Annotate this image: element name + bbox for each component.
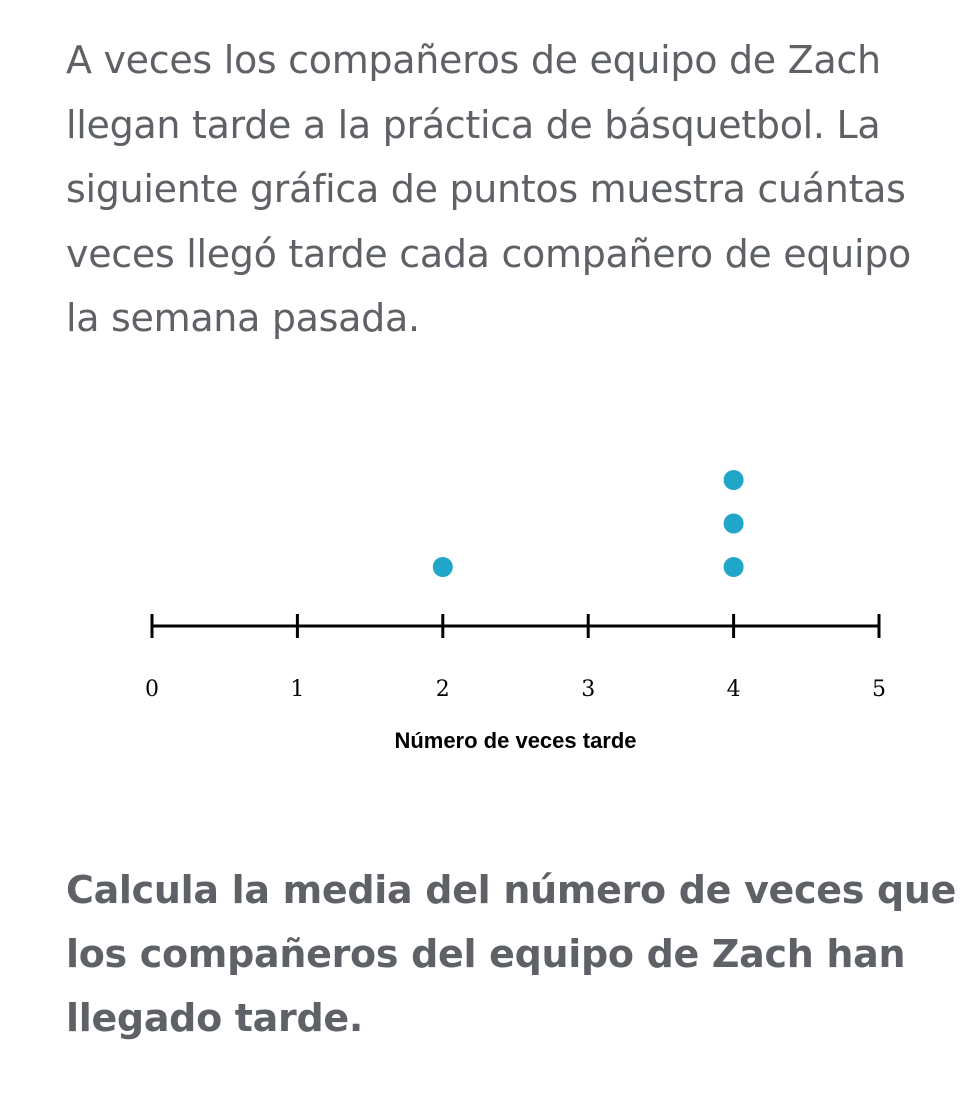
axis-tick-label: 5 bbox=[872, 677, 886, 702]
intro-line: la semana pasada. bbox=[66, 296, 420, 340]
intro-line: A veces los compañeros de equipo de Zach bbox=[66, 38, 881, 82]
data-dot bbox=[724, 557, 744, 577]
axis-tick-labels bbox=[145, 677, 886, 702]
x-axis-label: Número de veces tarde bbox=[394, 728, 637, 753]
intro-line: veces llegó tarde cada compañero de equipo bbox=[66, 231, 911, 276]
axis-tick-label: 0 bbox=[145, 677, 159, 702]
intro-line: llegan tarde a la práctica de básquetbol. La bbox=[66, 102, 881, 147]
data-dot bbox=[724, 470, 744, 490]
question-line: los compañeros del equipo de Zach han bbox=[66, 932, 906, 976]
data-dot bbox=[724, 514, 744, 534]
data-dot bbox=[433, 557, 453, 577]
problem-question bbox=[66, 858, 966, 1050]
intro-line: siguiente gráfica de puntos muestra cuántas bbox=[66, 167, 906, 211]
axis-tick-label: 2 bbox=[435, 677, 450, 702]
dot-plot bbox=[0, 430, 971, 770]
question-line: llegado tarde. bbox=[66, 996, 363, 1040]
axis-tick-label: 1 bbox=[290, 677, 305, 702]
axis-tick-label: 3 bbox=[581, 677, 596, 702]
axis-tick-label: 4 bbox=[726, 677, 741, 702]
question-line: Calcula la media del número de veces que bbox=[66, 868, 957, 912]
problem-intro bbox=[66, 28, 966, 351]
data-dots bbox=[433, 470, 744, 577]
